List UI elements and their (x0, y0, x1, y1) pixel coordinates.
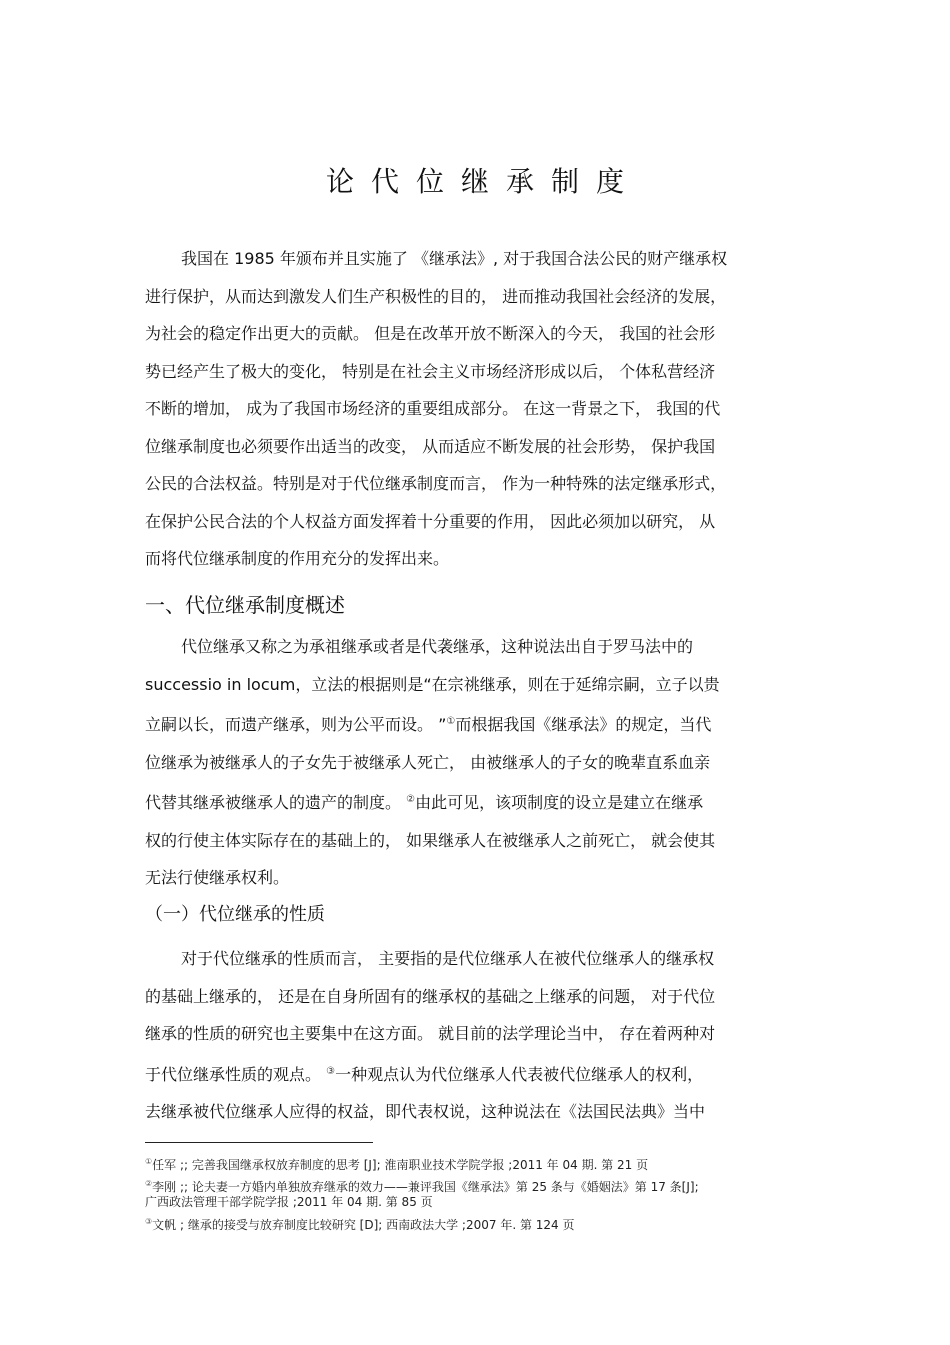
text-line: 不断的增加， 成为了我国市场经济的重要组成部分。 在这一背景之下， 我国的代 (145, 399, 721, 418)
text-segment: 立嗣以长，而遗产继承，则为公平而设。 ” (145, 715, 447, 734)
footnote-2-cont (145, 1194, 825, 1210)
text-line: 继承的性质的研究也主要集中在这方面。 就目前的法学理论当中， 存在着两种对 (145, 1024, 716, 1043)
footnote-ref-3[interactable]: ③ (326, 1065, 336, 1077)
section1-paragraph (145, 628, 807, 897)
footnote-mark: ③ (145, 1217, 153, 1226)
text-line: 位继承制度也必须要作出适当的改变， 从而适应不断发展的社会形势， 保护我国 (145, 436, 716, 456)
text-line (145, 781, 807, 822)
text-segment: 代替其继承被继承人的遗产的制度。 (145, 793, 407, 812)
text-line: 位继承为被继承人的子女先于被继承人死亡， 由被继承人的子女的晚辈直系血亲 (145, 752, 711, 772)
text-line: 在保护公民合法的个人权益方面发挥着十分重要的作用， 因此必须加以研究， 从 (145, 511, 716, 531)
text-line: 代位继承又称之为承祖继承或者是代袭继承，这种说法出自于罗马法中的 (181, 637, 694, 656)
text-line (145, 703, 807, 744)
section-heading: 一、代位继承制度概述 (145, 593, 345, 617)
intro-paragraph (145, 240, 807, 578)
text-line: 而将代位继承制度的作用充分的发挥出来。 (145, 549, 450, 568)
footnote-divider (145, 1142, 373, 1143)
text-line: 我国在 1985 年颁布并且实施了 《继承法》, 对于我国合法公民的财产继承权 (181, 249, 728, 268)
text-line: 对于代位继承的性质而言， 主要指的是代位继承人在被代位继承人的继承权 (181, 949, 715, 968)
text-line: 为社会的稳定作出更大的贡献。 但是在改革开放不断深入的今天， 我国的社会形 (145, 324, 716, 343)
footnote-text: 任军 ;; 完善我国继承权放弃制度的思考 [J]; 淮南职业技术学院学报 ;2011 年 04 期. 第 21 页 (152, 1158, 649, 1172)
text-line: 的基础上继承的， 还是在自身所固有的继承权的基础之上继承的问题， 对于代位 (145, 986, 716, 1006)
subsection-paragraph (145, 940, 807, 1131)
text-line: successio in locum，立法的根据则是“在宗祧继承，则在于延绵宗嗣，立子以贵 (145, 674, 720, 694)
footnote-1 (145, 1154, 825, 1173)
text-line: 公民的合法权益。特别是对于代位继承制度而言， 作为一种特殊的法定继承形式， (145, 474, 727, 493)
subsection-heading: （一）代位继承的性质 (145, 904, 325, 925)
footnote-mark: ① (145, 1157, 153, 1166)
text-segment: 而根据我国《继承法》的规定，当代 (455, 715, 712, 734)
footnote-3 (145, 1214, 825, 1233)
text-segment: 一种观点认为代位继承人代表被代位继承人的权利， (335, 1064, 704, 1084)
text-line: 去继承被代位继承人应得的权益，即代表权说，这种说法在《法国民法典》当中 (145, 1102, 706, 1121)
text-line: 无法行使继承权利。 (145, 868, 290, 887)
footnote-mark: ② (145, 1179, 153, 1188)
footnote-text: 李刚 ;; 论夫妻一方婚内单独放弃继承的效力——兼评我国《继承法》第 25 条与《婚姻法》第 17 条[J]; (152, 1180, 699, 1194)
text-line: 权的行使主体实际存在的基础上的， 如果继承人在被继承人之前死亡， 就会使其 (145, 830, 716, 850)
text-line (145, 1053, 807, 1094)
text-line: 势已经产生了极大的变化， 特别是在社会主义市场经济形成以后， 个体私营经济 (145, 361, 716, 381)
footnote-2 (145, 1176, 825, 1195)
footnote-text: 广西政法管理干部学院学报 ;2011 年 04 期. 第 85 页 (145, 1195, 433, 1209)
text-segment: 于代位继承性质的观点。 (145, 1064, 327, 1084)
page-title: 论代位继承制度 (325, 165, 641, 198)
text-segment: 由此可见，该项制度的设立是建立在继承 (415, 793, 704, 812)
text-line: 进行保护，从而达到激发人们生产积极性的目的， 进而推动我国社会经济的发展， (145, 286, 727, 306)
footnote-ref-1[interactable]: ① (446, 716, 456, 727)
footnote-ref-2[interactable]: ② (406, 794, 416, 805)
footnote-text: 文帆 ; 继承的接受与放弃制度比较研究 [D]; 西南政法大学 ;2007 年. 第 124 页 (152, 1218, 575, 1232)
